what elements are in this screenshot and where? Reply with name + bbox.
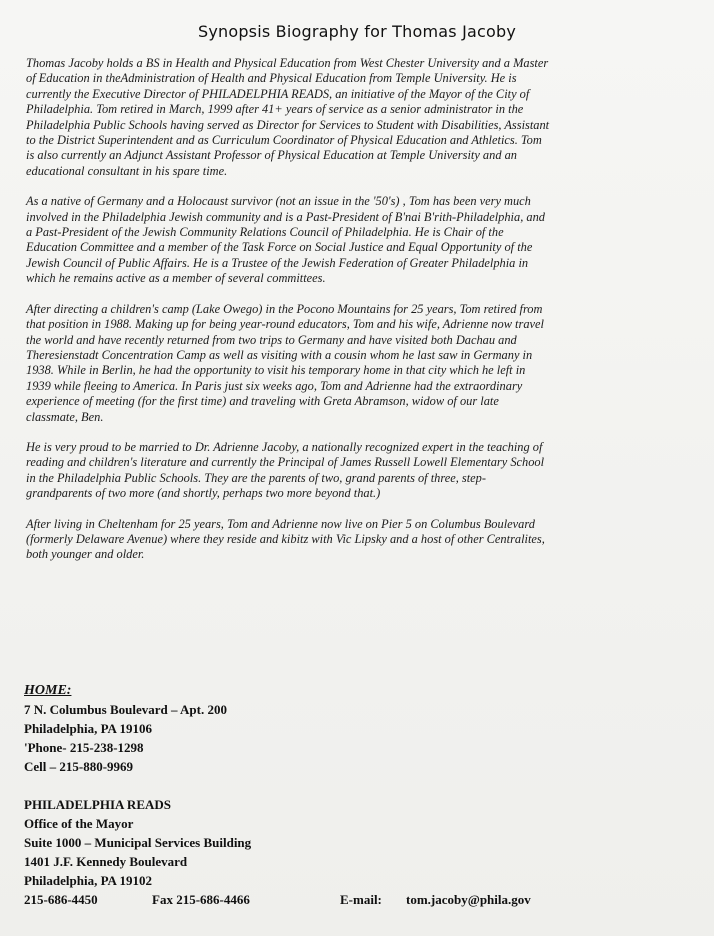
text-line: As a native of Germany and a Holocaust survivor (not an issue in the '50's) , Tom has been very much [26, 194, 531, 209]
email-address[interactable]: tom.jacoby@phila.gov [406, 892, 531, 907]
paragraph-community [26, 194, 690, 286]
text-line: currently the Executive Director of PHILADELPHIA READS, an initiative of the Mayor of the City of [26, 86, 530, 101]
text-line: 1938. While in Berlin, he had the opportunity to visit his temporary home in that city which he left in [26, 363, 526, 378]
home-street: 7 N. Columbus Boulevard – Apt. 200 [24, 702, 227, 717]
text-line: a Past-President of the Jewish Community Relations Council of Philadelphia. He is Chair of the [26, 225, 504, 240]
text-line: involved in the Philadelphia Jewish community and is a Past-President of B'nai B'rith-Philadelphia, and [26, 209, 545, 224]
text-line: After directing a children's camp (Lake Owego) in the Pocono Mountains for 25 years, Tom retired from [26, 301, 543, 316]
text-line: 1939 while fleeing to America. In Paris just six weeks ago, Tom and Adrienne had the extraordinary [26, 378, 523, 393]
paragraph-residence [26, 517, 690, 563]
text-line: of Education in theAdministration of Health and Physical Education from Temple University. He is [26, 71, 517, 86]
office-phone: 215-686-4450 [24, 892, 98, 907]
text-line: both younger and older. [26, 547, 145, 562]
text-line: that position in 1988. Making up for being year-round educators, Tom and his wife, Adrienne now travel [26, 317, 544, 332]
contact-section [24, 681, 704, 909]
office-contact-row [24, 890, 704, 909]
text-line: grandparents of two more (and shortly, perhaps two more beyond that.) [26, 486, 381, 501]
text-line: Philadelphia Public Schools having served as Director for Services to Student with Disabilities, Assistant [26, 117, 550, 132]
home-cell: Cell – 215-880-9969 [24, 759, 134, 774]
email-label: E-mail: [340, 892, 382, 907]
text-line: (formerly Delaware Avenue) where they reside and kibitz with Vic Lipsky and a host of other Centralites, [26, 531, 545, 546]
text-line: Philadelphia. Tom retired in March, 1999 after 41+ years of service as a senior administrator in the [26, 102, 524, 117]
text-line: Theresienstadt Concentration Camp as well as visiting with a cousin whom he last saw in Germany in [26, 347, 533, 362]
text-line: Jewish Council of Public Affairs. He is a Trustee of the Jewish Federation of Greater Philadelphia in [26, 255, 529, 270]
home-heading: HOME: [24, 683, 72, 698]
text-line: After living in Cheltenham for 25 years, Tom and Adrienne now live on Pier 5 on Columbus Boulevard [26, 516, 535, 531]
text-line: is also currently an Adjunct Assistant Professor of Physical Education at Temple University and an [26, 148, 518, 163]
home-phone: 'Phone- 215-238-1298 [24, 740, 144, 755]
text-line: in the Philadelphia Public Schools. They are the parents of two, grand parents of three, step- [26, 470, 487, 485]
home-address-block [24, 681, 704, 776]
text-line: to the District Superintendent and as Curriculum Coordinator of Physical Education and Athletics. Tom [26, 133, 542, 148]
office-suite: Suite 1000 – Municipal Services Building [24, 835, 252, 850]
text-line: classmate, Ben. [26, 409, 104, 424]
text-line: Education Committee and a member of the Task Force on Social Justice and Equal Opportunity of the [26, 240, 533, 255]
text-line: which he remains active as a member of several committees. [26, 271, 326, 286]
office-dept: Office of the Mayor [24, 816, 134, 831]
text-line: educational consultant in his spare time. [26, 163, 228, 178]
paragraph-family [26, 440, 690, 502]
text-line: reading and children's literature and currently the Principal of James Russell Lowell Elementary School [26, 455, 545, 470]
office-fax: Fax 215-686-4466 [152, 892, 250, 907]
office-address-block [24, 795, 704, 909]
document-title: Synopsis Biography for Thomas Jacoby [197, 22, 517, 41]
home-city: Philadelphia, PA 19106 [24, 721, 152, 736]
text-line: experience of meeting (for the first time) and traveling with Greta Abramson, widow of our late [26, 394, 499, 409]
paragraph-education [26, 56, 690, 179]
office-city: Philadelphia, PA 19102 [24, 873, 152, 888]
text-line: He is very proud to be married to Dr. Adrienne Jacoby, a nationally recognized expert in the teaching of [26, 439, 543, 454]
office-org: PHILADELPHIA READS [24, 797, 171, 812]
text-line: Thomas Jacoby holds a BS in Health and Physical Education from West Chester University and a Master [26, 56, 549, 70]
office-street: 1401 J.F. Kennedy Boulevard [24, 854, 188, 869]
text-line: the world and have recently returned from two trips to Germany and have visited both Dachau and [26, 332, 517, 347]
paragraph-travel [26, 302, 690, 425]
biography-body [26, 56, 690, 578]
